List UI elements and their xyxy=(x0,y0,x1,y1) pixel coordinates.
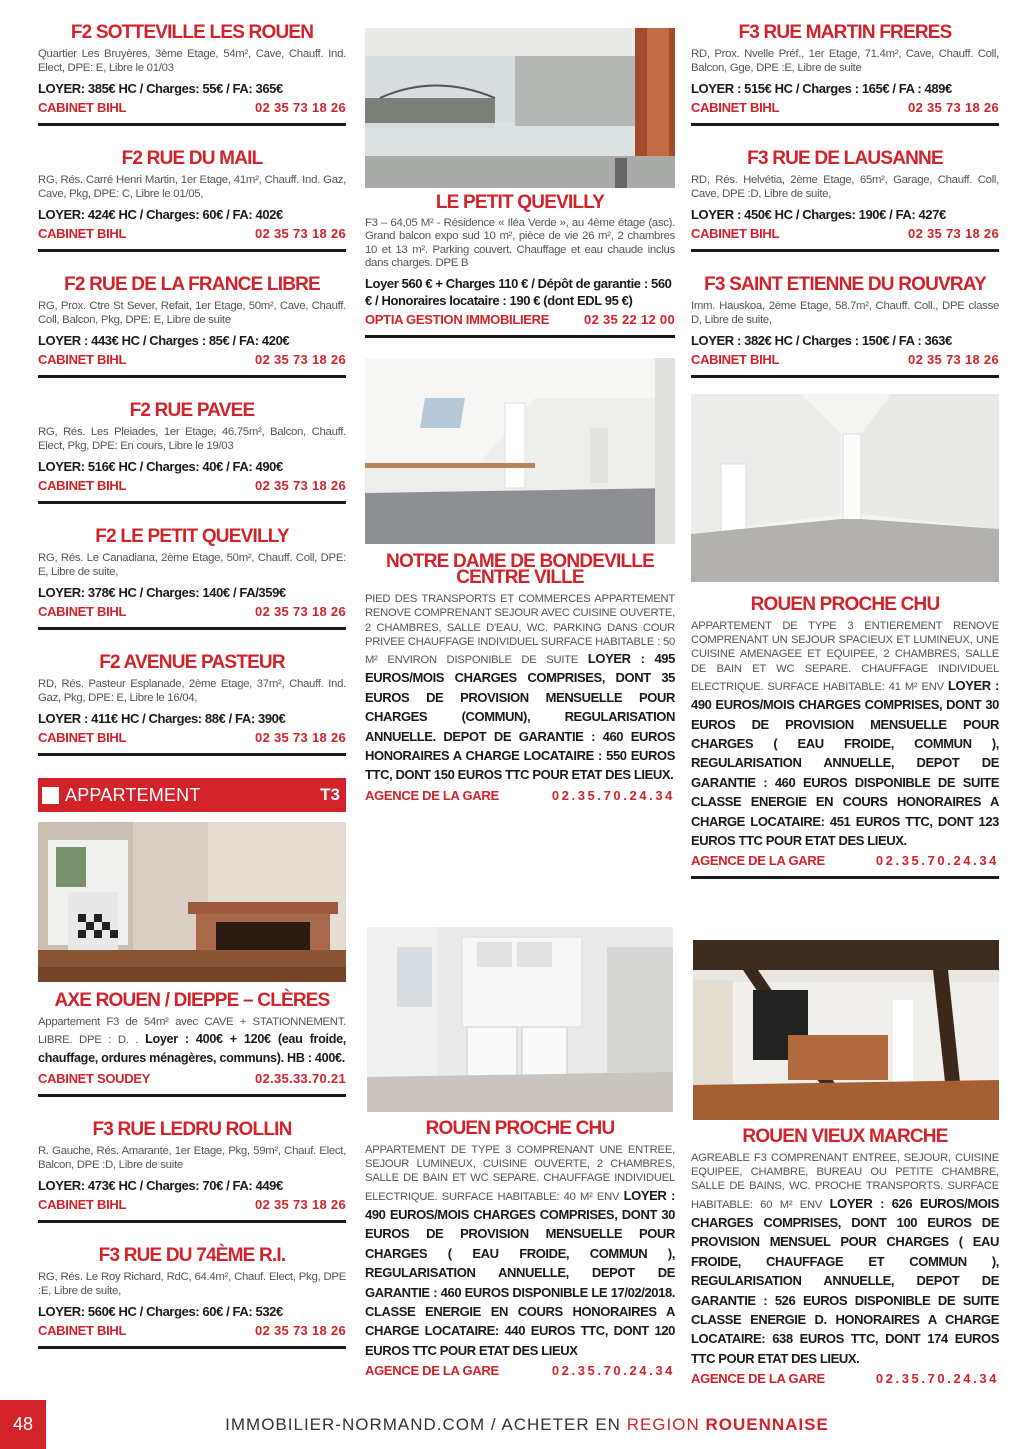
listing-desc: RG, Rés. Le Roy Richard, RdC, 64.4m², Chauf. Elect, Pkg, DPE :E, Libre de suite, xyxy=(38,1271,346,1297)
listing-item xyxy=(38,274,346,378)
footer-city: ROUENNAISE xyxy=(705,1414,829,1434)
listing-item xyxy=(38,526,346,630)
listing-desc: F3 – 64,05 M² - Résidence « Iléa Verde », au 4ème étage (asc). Grand balcon expo sud 10 m², pièce de vie 26 m², 2 chambres 10 et 13 m². Parking couvert. Chauffage et eau chaude inclus dans charges. DPE B xyxy=(365,217,675,269)
listing-item xyxy=(691,148,999,252)
listing-agency: CABINET BIHL xyxy=(38,226,127,241)
listing-desc: RD, Rés. Helvétia, 2ème Etage, 65m², Garage, Chauff. Coll, Cave, DPE :D, Libre de suite, xyxy=(691,174,999,200)
listing-title: F3 SAINT ETIENNE DU ROUVRAY xyxy=(704,274,986,295)
listing-item xyxy=(38,652,346,756)
footer-site[interactable]: IMMOBILIER-NORMAND.COM xyxy=(225,1414,486,1434)
listing-desc: RG, Prox. Ctre St Sever, Refait, 1er Etage, 50m², Cave, Chauff. Coll, Balcon, Pkg, DPE: E, Libre de suite xyxy=(38,300,346,326)
listing-loyer: Loyer 560 € + Charges 110 € / Dépôt de garantie : 560 € / Honoraires locataire : 190 € (dont EDL 95 €) xyxy=(365,276,672,309)
listing-agency: CABINET BIHL xyxy=(38,478,127,493)
page-footer: 48 IMMOBILIER-NORMAND.COM / ACHETER EN REGION ROUENNAISE xyxy=(0,1400,1024,1449)
listing-phone: 02.35.70.24.34 xyxy=(875,1371,999,1387)
listing-title: LE PETIT QUEVILLY xyxy=(435,192,605,213)
listing-title: F2 RUE DU MAIL xyxy=(121,148,263,169)
column-left xyxy=(38,22,346,1371)
photo-fireplace-room xyxy=(38,822,346,982)
listing-rouen-vieux-marche xyxy=(691,1126,999,1394)
listing-phone: 02.35.70.24.34 xyxy=(551,787,675,803)
listing-desc: Quartier Les Bruyères, 3ème Etage, 54m², Cave, Chauff. Ind. Elect, DPE: E, Libre le 01/03 xyxy=(38,48,346,74)
listing-title: F2 AVENUE PASTEUR xyxy=(99,652,285,673)
listing-agency: CABINET BIHL xyxy=(38,604,127,619)
listing-title: F2 RUE DE LA FRANCE LIBRE xyxy=(64,274,320,295)
listing-rouen-proche-chu-3 xyxy=(691,594,999,879)
listing-loyer: LOYER : 495 EUROS/MOIS CHARGES COMPRISES, DONT 35 EUROS DE PROVISION MENSUELLE POUR CHARGES (COMMUN), REGULARISATION ANNUELLE. DEPOT DE GARANTIE : 460 EUROS HONORAIRES A CHARGE LOCATAIRE : 550 EUROS TTC, DONT 150 EUROS TTC POUR ETAT DES LIEUX. xyxy=(365,651,675,783)
listing-phone: 02 35 73 18 26 xyxy=(908,352,999,367)
photo-kitchen xyxy=(367,927,673,1112)
listing-title: ROUEN PROCHE CHU xyxy=(750,594,940,615)
photo-renovated-room xyxy=(691,394,999,582)
listing-title: F2 RUE PAVEE xyxy=(129,400,255,421)
listing-phone: 02 35 73 18 26 xyxy=(255,226,346,241)
page-number: 48 xyxy=(0,1400,46,1449)
listing-desc: RD, Rés. Pasteur Esplanade, 2ème Etage, 37m², Chauff. Ind. Gaz, Pkg, DPE: E, Libre le 16/04, xyxy=(38,678,346,704)
listing-title: ROUEN PROCHE CHU xyxy=(425,1118,615,1139)
listing-axe-rouen-dieppe xyxy=(38,990,346,1097)
listing-desc: Imm. Hauskoa, 2ème Etage, 58.7m², Chauff. Coll., DPE classe D, Libre de suite, xyxy=(691,300,999,326)
listing-desc: PIED DES TRANSPORTS ET COMMERCES APPARTEMENT RENOVE COMPRENANT SEJOUR AVEC CUISINE OUVERTE, 2 CHAMBRES, SALLE D'EAU, WC. PARKING DANS COUR PRIVEE CHAUFFAGE INDIVIDUEL SURFACE HABITABLE : 50 M² ENVIRON DISPONIBLE DE SUITE xyxy=(365,593,675,666)
listing-item xyxy=(691,22,999,126)
column-middle xyxy=(365,28,675,1379)
listing-desc: RG, Rés. Le Canadiana, 2ème Etage, 50m², Chauff. Coll, DPE: E, Libre de suite, xyxy=(38,552,346,578)
section-bar-appartement-t3 xyxy=(38,778,346,812)
listing-phone: 02 35 73 18 26 xyxy=(255,1197,346,1212)
listing-title: F3 RUE DE LAUSANNE xyxy=(747,148,943,169)
listing-desc: AGREABLE F3 COMPRENANT ENTREE, SEJOUR, CUISINE EQUIPEE, CHAMBRE, BUREAU OU PETITE CHAMBRE, SALLE DE BAINS, WC. PROCHE TRANSPORTS. SURFACE HABITABLE: 60 M² ENV xyxy=(691,1152,999,1211)
listing-loyer: LOYER : 626 EUROS/MOIS CHARGES COMPRISES, DONT 100 EUROS DE PROVISION MENSUEL POUR CHARGES ( EAU FROIDE, CHAUFFAGE ET COMMUN ), REGULARISATION ANNUELLE, DEPOT DE GARANTIE : 526 EUROS DISPONIBLE DE SUITE CLASSE ENERGIE D. HONORAIRES A CHARGE LOCATAIRE: 638 EUROS TTC, DONT 174 EUROS TTC POUR ETAT DES LIEUX. xyxy=(691,1195,999,1366)
listing-agency: AGENCE DE LA GARE xyxy=(691,853,825,869)
listing-loyer: LOYER : 490 EUROS/MOIS CHARGES COMPRISES, DONT 30 EUROS DE PROVISION MENSUELLE POUR CHARGES ( EAU FROIDE, COMMUN ), REGULARISATION ANNUELLE, DEPOT DE GARANTIE : 460 EUROS DISPONIBLE DE SUITE CLASSE ENERGIE EN COURS HONORAIRES A CHARGE LOCATAIRE: 451 EUROS TTC, DONT 123 EUROS TTC POUR ETAT DES LIEUX. xyxy=(691,677,999,849)
listing-group-f3 xyxy=(38,1119,346,1349)
listing-le-petit-quevilly xyxy=(365,192,675,338)
listing-agency: CABINET BIHL xyxy=(38,730,127,745)
listing-agency: CABINET BIHL xyxy=(38,352,127,367)
listing-agency: CABINET BIHL xyxy=(691,100,780,115)
listing-agency: CABINET BIHL xyxy=(38,1197,127,1212)
listing-title: ROUEN VIEUX MARCHE xyxy=(742,1126,948,1147)
listing-desc: RD, Prox. Nvelle Préf., 1er Etage, 71.4m², Cave, Chauff. Coll, Balcon, Gge, DPE :E, Libre de suite xyxy=(691,48,999,74)
listing-loyer: LOYER: 473€ HC / Charges: 70€ / FA: 449€ xyxy=(38,1178,283,1193)
listing-phone: 02.35.70.24.34 xyxy=(875,853,999,869)
listing-notre-dame-bondeville xyxy=(365,551,675,811)
listing-agency: AGENCE DE LA GARE xyxy=(365,1363,499,1379)
listing-loyer: LOYER : 443€ HC / Charges : 85€ / FA: 420€ xyxy=(38,333,290,348)
listing-loyer: LOYER : 411€ HC / Charges: 88€ / FA: 390€ xyxy=(38,711,286,726)
listing-title: F3 RUE LEDRU ROLLIN xyxy=(92,1119,292,1140)
listing-phone: 02 35 73 18 26 xyxy=(908,226,999,241)
listing-desc: Appartement F3 de 54m² avec CAVE + STATIONNEMENT. LIBRE. DPE : D. . xyxy=(38,1016,346,1046)
listing-rouen-proche-chu-2 xyxy=(365,1118,675,1386)
listing-agency: CABINET SOUDEY xyxy=(38,1071,151,1086)
photo-attic-room xyxy=(365,358,675,544)
listing-agency: AGENCE DE LA GARE xyxy=(365,787,499,803)
listing-title: AXE ROUEN / DIEPPE – CLÈRES xyxy=(54,990,330,1011)
listing-phone: 02 35 73 18 26 xyxy=(908,100,999,115)
listing-desc: APPARTEMENT DE TYPE 3 COMPRENANT UNE ENTREE, SEJOUR LUMINEUX, CUISINE OUVERTE, 2 CHAMBRES, SALLE DE BAIN ET WC SEPARE. CHAUFFAGE INDIVIDUEL ELECTRIQUE. SURFACE HABITABLE: 40 M² ENV xyxy=(365,1144,675,1203)
photo-beamed-room xyxy=(693,940,999,1120)
listing-phone: 02.35.70.24.34 xyxy=(551,1363,675,1379)
listing-loyer: LOYER : 382€ HC / Charges : 150€ / FA : 363€ xyxy=(691,333,952,348)
listing-item xyxy=(38,1245,346,1349)
listing-agency: OPTIA GESTION IMMOBILIERE xyxy=(365,312,550,328)
listing-title: F3 RUE DU 74ÈME R.I. xyxy=(98,1245,286,1266)
square-icon xyxy=(42,787,59,804)
listing-desc: APPARTEMENT DE TYPE 3 ENTIEREMENT RENOVE COMPRENANT UN SEJOUR SPACIEUX ET LUMINEUX, UNE CUISINE AMENAGEE ET EQUIPEE, 2 CHAMBRES, SALLE DE BAIN ET WC SEPARE. CHAUFFAGE INDIVIDUEL ELECTRIQUE. SURFACE HABITABLE: 41 M² ENV xyxy=(691,620,999,693)
listing-agency: CABINET BIHL xyxy=(38,100,127,115)
listing-phone: 02 35 22 12 00 xyxy=(584,312,675,328)
listing-phone: 02 35 73 18 26 xyxy=(255,352,346,367)
listing-loyer: LOYER : 450€ HC / Charges: 190€ / FA: 427€ xyxy=(691,207,946,222)
column-right xyxy=(691,22,999,1387)
listing-item xyxy=(38,22,346,126)
listing-loyer: LOYER: 385€ HC / Charges: 55€ / FA: 365€ xyxy=(38,81,283,96)
listing-phone: 02 35 73 18 26 xyxy=(255,478,346,493)
listing-loyer: LOYER : 515€ HC / Charges : 165€ / FA : 489€ xyxy=(691,81,952,96)
listing-loyer: Loyer : 400€ + 120€ (eau froide, chauffage, ordures ménagères, communs). HB : 400€. xyxy=(38,1032,346,1065)
listing-loyer: LOYER: 424€ HC / Charges: 60€ / FA: 402€ xyxy=(38,207,283,222)
listing-agency: CABINET BIHL xyxy=(38,1323,127,1338)
listing-title: F2 SOTTEVILLE LES ROUEN xyxy=(70,22,314,43)
listing-agency: CABINET BIHL xyxy=(691,226,780,241)
listing-phone: 02.35.33.70.21 xyxy=(255,1071,346,1086)
listing-group-f2 xyxy=(38,22,346,756)
section-type: T3 xyxy=(320,785,340,804)
listing-loyer: LOYER: 516€ HC / Charges: 40€ / FA: 490€ xyxy=(38,459,283,474)
listing-phone: 02 35 73 18 26 xyxy=(255,1323,346,1338)
listing-item xyxy=(38,400,346,504)
listing-title: F3 RUE MARTIN FRERES xyxy=(738,22,952,43)
listing-loyer: LOYER: 378€ HC / Charges: 140€ / FA/359€ xyxy=(38,585,286,600)
listing-item xyxy=(38,148,346,252)
listing-title: F2 LE PETIT QUEVILLY xyxy=(95,526,289,547)
listing-item xyxy=(38,1119,346,1223)
section-label: APPARTEMENT xyxy=(65,784,201,805)
listing-desc: RG, Rés. Carré Henri Martin, 1er Etage, 41m², Chauff. Ind. Gaz, Cave, Pkg, DPE: C, Libre le 01/05, xyxy=(38,174,346,200)
photo-balcony xyxy=(365,28,675,188)
listing-phone: 02 35 73 18 26 xyxy=(255,604,346,619)
listing-desc: R. Gauche, Rés. Amarante, 1er Etage, Pkg, 59m², Chauf. Elect, Balcon, DPE :D, Libre de suite xyxy=(38,1145,346,1171)
listing-loyer: LOYER : 490 EUROS/MOIS CHARGES COMPRISES, DONT 30 EUROS DE PROVISION MENSUELLE POUR CHARGES ( EAU FROIDE, COMMUN ), REGULARISATION ANNUELLE, DEPOT DE GARANTIE : 460 EUROS DISPONIBLE LE 17/02/2018. CLASSE ENERGIE EN COURS HONORAIRES A CHARGE LOCATAIRE: 440 EUROS TTC, DONT 120 EUROS TTC POUR ETAT DES LIEUX xyxy=(365,1187,675,1358)
listing-phone: 02 35 73 18 26 xyxy=(255,730,346,745)
listing-title: NOTRE DAME DE BONDEVILLE CENTRE VILLE xyxy=(386,551,654,589)
listing-loyer: LOYER: 560€ HC / Charges: 60€ / FA: 532€ xyxy=(38,1304,283,1319)
listing-group-f3-right xyxy=(691,22,999,378)
listing-agency: AGENCE DE LA GARE xyxy=(691,1371,825,1387)
listing-phone: 02 35 73 18 26 xyxy=(255,100,346,115)
listing-agency: CABINET BIHL xyxy=(691,352,780,367)
listing-desc: RG, Rés. Les Pleiades, 1er Etage, 46.75m², Balcon, Chauff. Elect, Pkg, DPE: En cours, Libre le 19/03 xyxy=(38,426,346,452)
listing-item xyxy=(691,274,999,378)
